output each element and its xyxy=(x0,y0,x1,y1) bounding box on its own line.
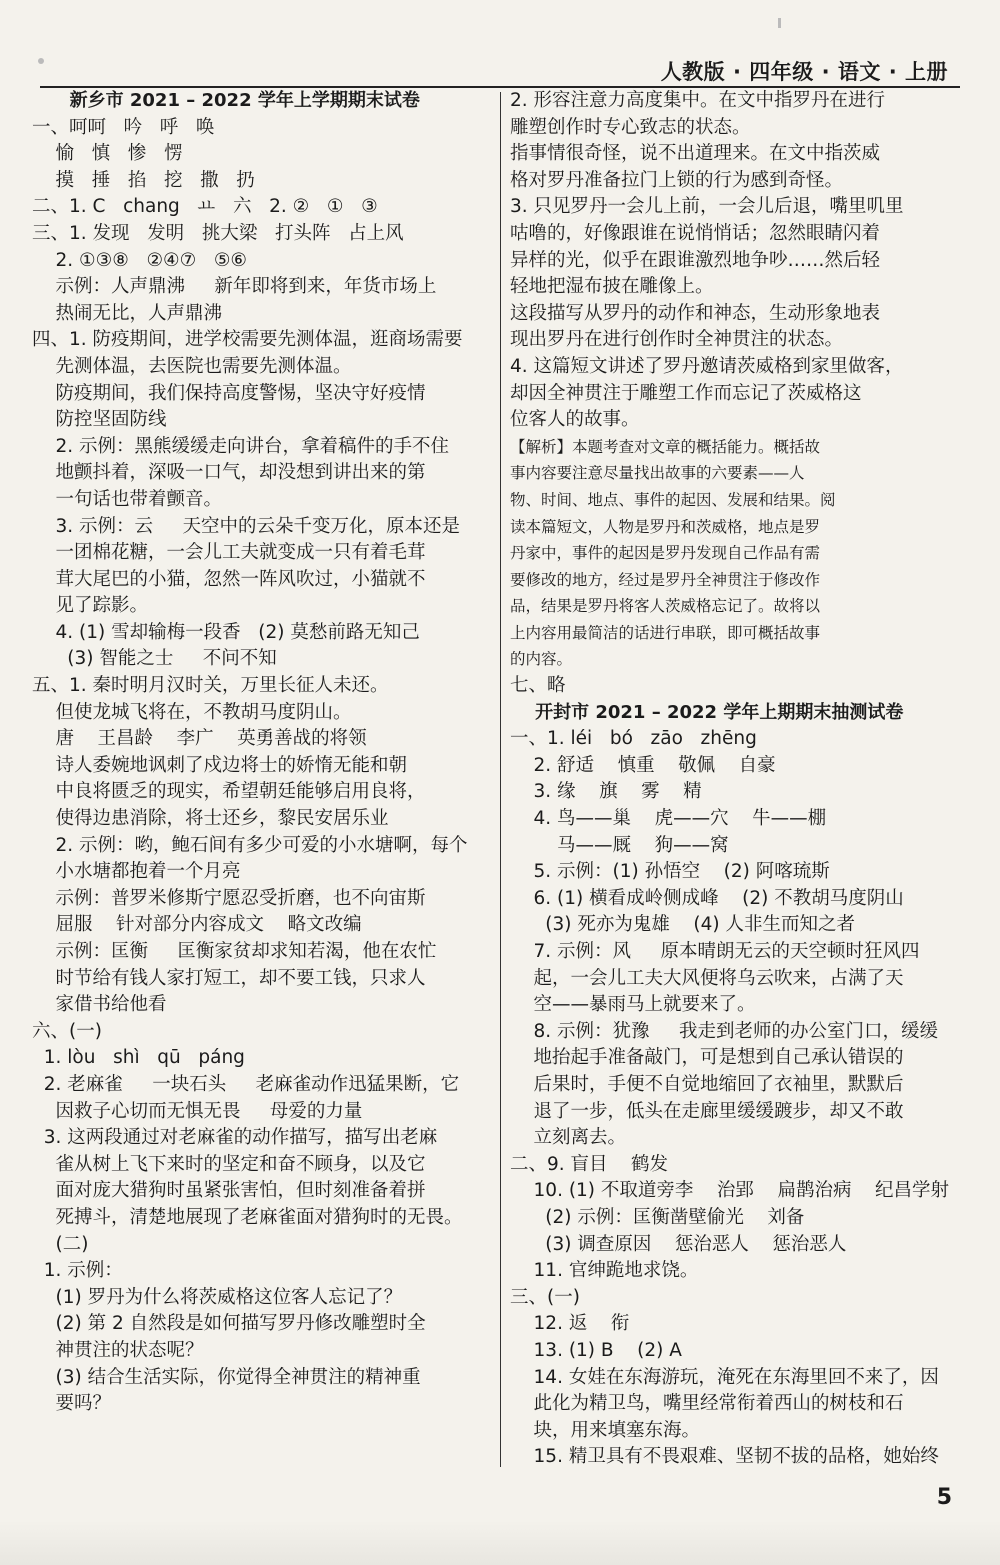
answer-line: (3) 死亦为鬼雄 (4) 人非生而知之者 xyxy=(510,914,855,936)
answer-line: 马——厩 狗——窝 xyxy=(510,834,729,856)
answer-line: 8. 示例：犹豫 我走到老师的办公室门口，缓缓 xyxy=(510,1020,938,1042)
answer-line: 异样的光，似乎在跟谁激烈地争吵……然后轻 xyxy=(510,249,881,271)
section-title: 开封市 2021 – 2022 学年上期期末抽测试卷 xyxy=(510,701,904,723)
answer-line: 4. (1) 雪却输梅一段香 (2) 莫愁前路无知己 xyxy=(32,621,420,643)
answer-line: 防疫期间，我们保持高度警惕，坚决守好疫情 xyxy=(32,382,426,404)
answer-line: 13. (1) B (2) A xyxy=(510,1339,682,1361)
explanation-line: 要修改的地方，经过是罗丹全神贯注于修改作 xyxy=(510,570,821,589)
answer-line: 诗人委婉地讽刺了戍边将士的娇惰无能和朝 xyxy=(32,754,408,776)
answer-line: 三、(一) xyxy=(510,1286,580,1308)
explanation-line: 【解析】本题考查对文章的概括能力。概括故 xyxy=(510,437,821,456)
answer-line: 屈服 针对部分内容成文 略文改编 xyxy=(32,914,362,936)
answer-line: 1. 示例： xyxy=(32,1260,123,1282)
answer-line: 摸 捶 掐 挖 撒 扔 xyxy=(32,169,255,191)
answer-line: 家借书给他看 xyxy=(32,994,167,1016)
answer-line: 空——暴雨马上就要来了。 xyxy=(510,994,756,1016)
answer-line: 热闹无比，人声鼎沸 xyxy=(32,302,223,324)
answer-line: 10. (1) 不取道旁李 治郢 扁鹊治病 纪昌学射 xyxy=(510,1180,949,1202)
answer-line: 2. 形容注意力高度集中。在文中指罗丹在进行 xyxy=(510,90,886,111)
answer-line: 死搏斗，清楚地展现了老麻雀面对猎狗时的无畏。 xyxy=(32,1206,463,1228)
answer-line: 三、1. 发现 发明 挑大梁 打头阵 占上风 xyxy=(32,222,404,244)
answer-line: 现出罗丹在进行创作时全神贯注的状态。 xyxy=(510,329,844,351)
answer-line: (2) 示例：匡衡凿壁偷光 刘备 xyxy=(510,1206,805,1228)
answer-line: 3. 这两段通过对老麻雀的动作描写，描写出老麻 xyxy=(32,1127,438,1149)
answer-line: 14. 女娃在东海游玩，淹死在东海里回不来了，因 xyxy=(510,1366,939,1388)
right-column xyxy=(510,88,970,1471)
answer-line: 格对罗丹准备拉门上锁的行为感到奇怪。 xyxy=(510,169,844,191)
answer-line: 示例：普罗米修斯宁愿忍受折磨，也不向宙斯 xyxy=(32,887,426,909)
explanation-line: 上内容用最简洁的话进行串联，即可概括故事 xyxy=(510,623,821,642)
answer-line: 四、1. 防疫期间，进学校需要先测体温，逛商场需要 xyxy=(32,329,463,351)
explanation-line: 事内容要注意尽量找出故事的六要素——人 xyxy=(510,464,805,483)
answer-line: 示例：人声鼎沸 新年即将到来，年货市场上 xyxy=(32,276,437,298)
answer-line: 茸大尾巴的小猫，忽然一阵风吹过，小猫就不 xyxy=(32,568,426,590)
answer-line: 7. 示例：风 原本晴朗无云的天空顿时狂风四 xyxy=(510,941,920,962)
answer-line: 但使龙城飞将在，不教胡马度阴山。 xyxy=(32,701,352,723)
answer-line: 地抬起手准备敲门，可是想到自己承认错误的 xyxy=(510,1047,904,1069)
answer-line: (3) 智能之士 不问不知 xyxy=(32,648,277,670)
answer-line: 3. 缘 旗 雾 精 xyxy=(510,781,702,803)
answer-line: 2. 示例：黑熊缓缓走向讲台，拿着稿件的手不住 xyxy=(32,435,450,457)
answer-line: 使得边患消除，将士还乡，黎民安居乐业 xyxy=(32,808,389,830)
answer-line: 立刻离去。 xyxy=(510,1127,627,1149)
answer-line: 雕塑创作时专心致志的状态。 xyxy=(510,116,751,138)
answer-line: 块，用来填塞东海。 xyxy=(510,1419,701,1441)
answer-line: 雀从树上飞下来时的坚定和奋不顾身，以及它 xyxy=(32,1153,426,1175)
answer-line: 起，一会儿工夫大风便将乌云吹来，占满了天 xyxy=(510,967,904,989)
answer-line: 中良将匮乏的现实，希望朝廷能够启用良将， xyxy=(32,781,426,803)
answer-line: 先测体温，去医院也需要先测体温。 xyxy=(32,355,352,377)
answer-line: 15. 精卫具有不畏艰难、坚韧不拔的品格，她始终 xyxy=(510,1446,939,1468)
explanation-line: 丹家中，事件的起因是罗丹发现自己作品有需 xyxy=(510,544,821,563)
answer-line: 2. 示例：哟，鲍石间有多少可爱的小水塘啊，每个 xyxy=(32,834,468,856)
answer-line: 唐 王昌龄 李广 英勇善战的将领 xyxy=(32,728,367,750)
answer-line: 愉 慎 惨 愣 xyxy=(32,143,183,165)
answer-line: 2. ①③⑧ ②④⑦ ⑤⑥ xyxy=(32,249,248,271)
answer-line: 七、略 xyxy=(510,675,566,697)
answer-line: 2. 舒适 慎重 敬佩 自豪 xyxy=(510,754,776,776)
scan-mark xyxy=(778,18,781,28)
book-edition-label: 人教版 · 四年级 · 语文 · 上册 xyxy=(660,60,948,84)
answer-line: 六、(一) xyxy=(32,1020,102,1042)
answer-line: 二、1. C chang ㅛ 六 2. ② ① ③ xyxy=(32,196,378,218)
answer-line: 一、呵呵 吟 呼 唤 xyxy=(32,116,215,138)
answer-line: 这段描写从罗丹的动作和神态，生动形象地表 xyxy=(510,302,881,324)
answer-line: 五、1. 秦时明月汉时关，万里长征人未还。 xyxy=(32,675,389,697)
scan-dot xyxy=(38,58,44,64)
explanation-line: 的内容。 xyxy=(510,650,573,669)
answer-line: 3. 示例：云 天空中的云朵千变万化，原本还是 xyxy=(32,515,460,537)
answer-line: (2) 第 2 自然段是如何描写罗丹修改雕塑时全 xyxy=(32,1313,426,1335)
answer-line: 咕噜的，好像跟谁在说悄悄话；忽然眼睛闪着 xyxy=(510,222,881,244)
footer-band xyxy=(0,1520,1000,1565)
answer-line: 退了一步，低头在走廊里缓缓踱步，却又不敢 xyxy=(510,1100,904,1122)
answer-line: 却因全神贯注于雕塑工作而忘记了茨威格这 xyxy=(510,382,862,404)
answer-line: 1. lòu shì qū páng xyxy=(32,1047,245,1069)
explanation-line: 读本篇短文，人物是罗丹和茨威格，地点是罗 xyxy=(510,517,821,536)
answer-line: 一句话也带着颤音。 xyxy=(32,488,223,510)
answer-line: 一、1. léi bó zāo zhēng xyxy=(510,728,757,750)
answer-line: 指事情很奇怪，说不出道理来。在文中指茨威 xyxy=(510,143,881,165)
answer-line: 后果时，手便不自觉地缩回了衣袖里，默默后 xyxy=(510,1073,904,1095)
explanation-line: 物、时间、地点、事件的起因、发展和结果。阅 xyxy=(510,490,836,509)
answer-line: 地颤抖着，深吸一口气，却没想到讲出来的第 xyxy=(32,462,426,484)
answer-line: (3) 调查原因 惩治恶人 惩治恶人 xyxy=(510,1233,847,1255)
answer-line: 神贯注的状态呢？ xyxy=(32,1339,204,1361)
section-title: 新乡市 2021 – 2022 学年上学期期末试卷 xyxy=(32,90,420,111)
page-number: 5 xyxy=(936,1485,952,1510)
answer-line: 示例：匡衡 匡衡家贫却求知若渴，他在农忙 xyxy=(32,941,437,962)
answer-line: 面对庞大猎狗时虽紧张害怕，但时刻准备着拼 xyxy=(32,1180,426,1202)
answer-line: 此化为精卫鸟，嘴里经常衔着西山的树枝和石 xyxy=(510,1393,904,1415)
answer-line: 因救子心切而无惧无畏 母爱的力量 xyxy=(32,1100,363,1122)
answer-line: 二、9. 盲目 鹤发 xyxy=(510,1153,669,1175)
answer-line: 4. 鸟——巢 虎——穴 牛——棚 xyxy=(510,808,827,830)
left-column xyxy=(32,88,492,1418)
answer-line: (二) xyxy=(32,1233,89,1255)
answer-line: (1) 罗丹为什么将茨威格这位客人忘记了？ xyxy=(32,1286,403,1308)
answer-line: 6. (1) 横看成岭侧成峰 (2) 不教胡马度阴山 xyxy=(510,887,904,909)
answer-line: (3) 结合生活实际，你觉得全神贯注的精神重 xyxy=(32,1366,421,1388)
page-header xyxy=(0,0,1000,100)
answer-line: 11. 官绅跪地求饶。 xyxy=(510,1260,699,1282)
explanation-line: 品，结果是罗丹将客人茨威格忘记了。故将以 xyxy=(510,597,821,616)
answer-line: 4. 这篇短文讲述了罗丹邀请茨威格到家里做客， xyxy=(510,355,904,377)
answer-line: 防控坚固防线 xyxy=(32,409,167,431)
answer-line: 要吗？ xyxy=(32,1393,112,1415)
answer-line: 见了踪影。 xyxy=(32,595,149,617)
answer-line: 2. 老麻雀 一块石头 老麻雀动作迅猛果断，它 xyxy=(32,1073,460,1095)
answer-line: 3. 只见罗丹一会儿上前，一会儿后退，嘴里叽里 xyxy=(510,196,904,218)
column-divider xyxy=(500,92,501,1467)
answer-line: 12. 返 衔 xyxy=(510,1313,630,1335)
answer-line: 轻地把湿布披在雕像上。 xyxy=(510,276,714,298)
answer-line: 一团棉花糖，一会儿工夫就变成一只有着毛茸 xyxy=(32,542,426,564)
answer-line: 位客人的故事。 xyxy=(510,409,640,431)
answer-line: 时节给有钱人家打短工，却不要工钱，只求人 xyxy=(32,967,426,989)
answer-line: 5. 示例：(1) 孙悟空 (2) 阿喀琉斯 xyxy=(510,861,830,883)
answer-line: 小水塘都抱着一个月亮 xyxy=(32,861,241,883)
